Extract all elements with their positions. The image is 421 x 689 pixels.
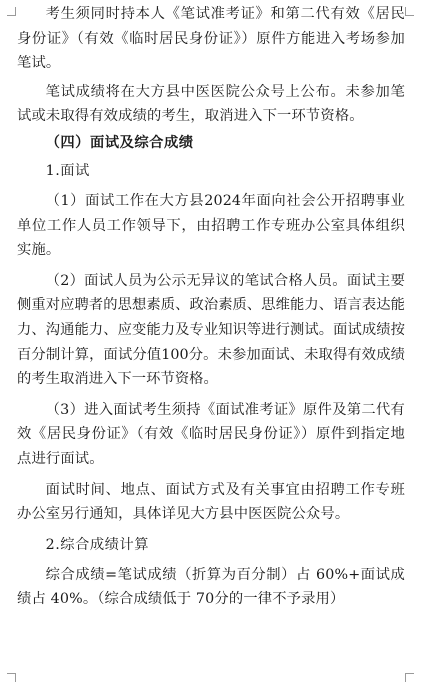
paragraph-interview-organization: （1）面试工作在大方县2024年面向社会公开招聘事业单位工作人员工作领导下，由招聘工作专班办公室具体组织实施。 <box>17 192 405 259</box>
crop-mark-bottom-right <box>405 673 414 682</box>
subheading-interview: 1.面试 <box>45 162 90 179</box>
section-heading-interview: （四）面试及综合成绩 <box>45 134 194 151</box>
crop-mark-top-left <box>7 7 16 16</box>
paragraph-interview-scope: （2）面试人员为公示无异议的笔试合格人员。面试主要侧重对应聘者的思想素质、政治素质、思维能力、语言表达能力、沟通能力、应变能力及专业知识等进行测试。面试成绩按百分制计算，面试分值100分。未参加面试、未取得有效成绩的考生取消进入下一环节资格。 <box>17 272 405 388</box>
crop-mark-bottom-left <box>7 673 16 682</box>
paragraph-interview-documents: （3）进入面试考生须持《面试准考证》原件及第二代有效《居民身份证》（有效《临时居民身份证》）原件到指定地点进行面试。 <box>17 401 405 467</box>
paragraph-interview-notice: 面试时间、地点、面试方式及有关事宜由招聘工作专班办公室另行通知，具体详见大方县中医医院公众号。 <box>17 481 405 523</box>
paragraph-composite-score: 综合成绩=笔试成绩（折算为百分制）占 60%+面试成绩占 40%。（综合成绩低于 70分的一律不予录用） <box>17 566 405 608</box>
paragraph-exam-certificate: 考生须同时持本人《笔试准考证》和第二代有效《居民身份证》（有效《临时居民身份证》）原件方能进入考场参加笔试。 <box>17 6 405 72</box>
crop-mark-top-right <box>405 7 414 16</box>
paragraph-written-results: 笔试成绩将在大方县中医医院公众号上公布。未参加笔试或未取得有效成绩的考生，取消进入下一环节资格。 <box>17 83 405 125</box>
document-body <box>17 2 405 612</box>
subheading-composite-score: 2.综合成绩计算 <box>45 536 150 553</box>
